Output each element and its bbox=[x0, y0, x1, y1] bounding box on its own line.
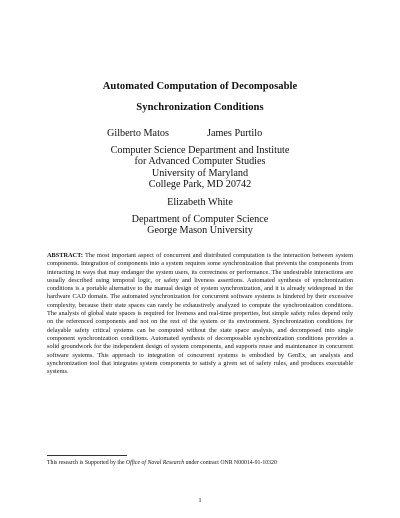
footnote-suffix: under contract ONR N00014-91-10320 bbox=[184, 460, 277, 466]
abstract-label: ABSTRACT: bbox=[47, 252, 83, 259]
author-white: Elizabeth White bbox=[167, 197, 233, 208]
affiliation-line: University of Maryland bbox=[151, 167, 249, 179]
affiliation-line: Computer Science Department and Institute bbox=[110, 145, 290, 156]
affiliation-line: College Park, MD 20742 bbox=[148, 179, 252, 191]
footnote-sponsor: Office of Naval Research bbox=[125, 460, 185, 466]
footnote-prefix: This research is Supported by the bbox=[47, 460, 126, 466]
footnote bbox=[47, 460, 357, 467]
abstract-text: The most important aspect of concurrent and distributed computation is the interaction between system components. Integration of components into a system requires some synchronization that prevents the components from interacting in ways that may endanger the system users, its correctness or performance. The undesirable interactions are usually described using temporal logic, or safety and liveness assertions. Automated synthesis of synchronization conditions is a portable alternative to the manual design of system synchronization, and it is already widespread in the hardware CAD domain. The automated synchronization for concurrent software systems is hindered by their excessive complexity, because their state spaces can rarely be exhaustively analyzed to compute the synchronization conditions. The analysis of global state spaces is required for liveness and real-time properties, but simple safety rules depend only on the referenced components and not on the rest of the system or its environment. Synchronization conditions for delayable safety critical systems can be computed without the state space analysis, and decomposed into single component synchronization conditions. Automated synthesis of decomposable synchronization conditions provides a solid groundwork for the independent design of system components, and supports reuse and maintenance in concurrent software systems. This approach to integration of concurrent systems is embodied by GenEx, an analysis and synchronization tool that integrates system components to satisfy a given set of safety rules, and produces executable systems. bbox=[47, 252, 353, 376]
author-matos: Gilberto Matos bbox=[107, 128, 169, 139]
paper-title-line-1: Automated Computation of Decomposable bbox=[102, 81, 298, 92]
abstract bbox=[47, 252, 353, 376]
page-number: 1 bbox=[198, 497, 202, 504]
paper-title-line-2: Synchronization Conditions bbox=[136, 102, 264, 113]
affiliation-maryland bbox=[60, 145, 340, 191]
author-purtilo: James Purtilo bbox=[207, 128, 263, 139]
footnote-rule bbox=[47, 455, 127, 456]
affiliation-george-mason bbox=[60, 214, 340, 237]
affiliation-line: George Mason University bbox=[147, 225, 253, 237]
affiliation-line: Department of Computer Science bbox=[131, 214, 269, 225]
affiliation-line: for Advanced Computer Studies bbox=[134, 156, 266, 168]
